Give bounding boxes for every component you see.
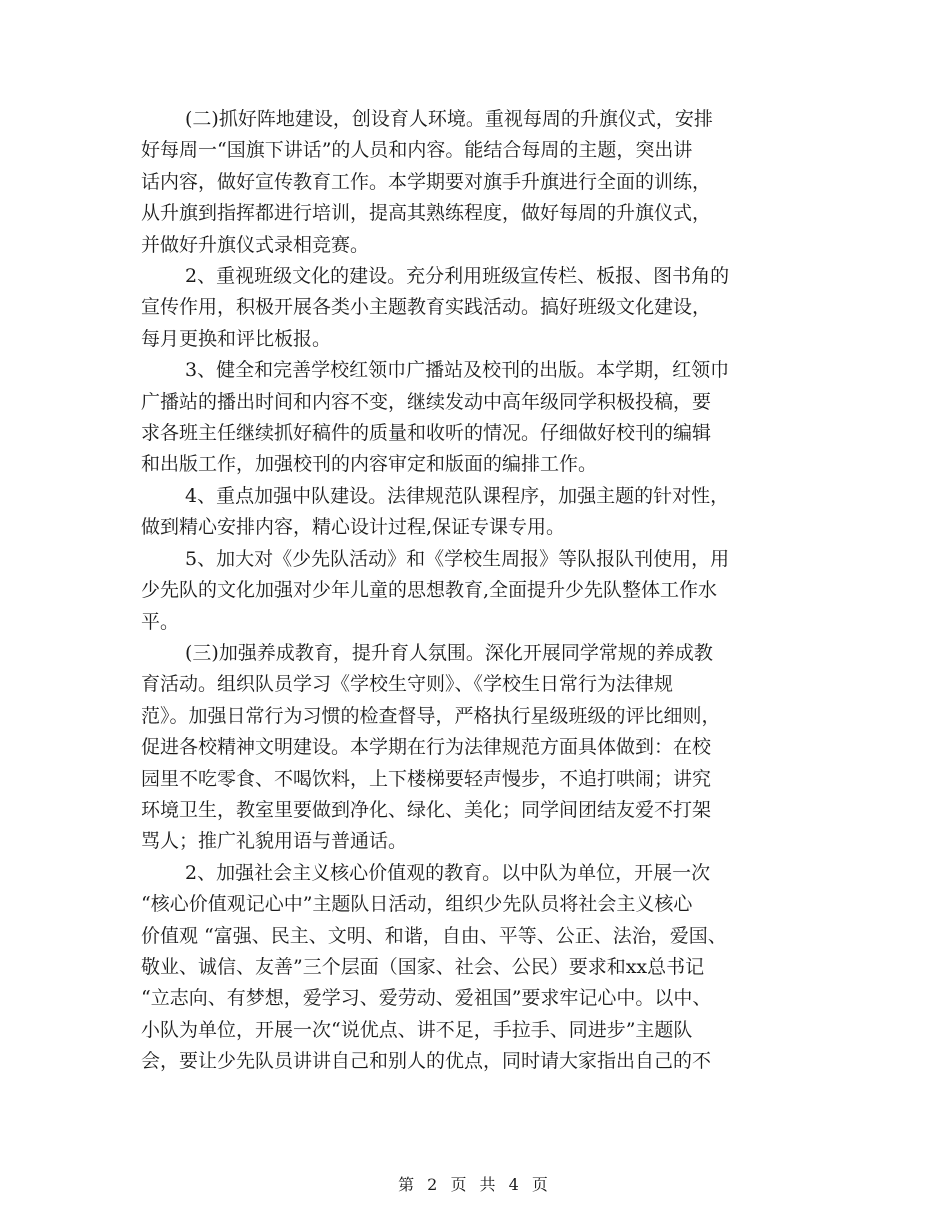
paragraph-line: 园里不吃零食、不喝饮料，上下楼梯要轻声慢步，不追打哄闹；讲究 — [141, 767, 712, 790]
paragraph-3 — [141, 355, 809, 481]
paragraph-5 — [141, 544, 809, 638]
paragraph-line: 促进各校精神文明建设。本学期在行为法律规范方面具体做到：在校 — [141, 736, 712, 759]
paragraph-line: “核心价值观记心中”主题队日活动，组织少先队员将社会主义核心 — [141, 893, 693, 916]
paragraph-line: 好每周一“国旗下讲话”的人员和内容。能结合每周的主题，突出讲 — [141, 139, 693, 162]
paragraph-line: 广播站的播出时间和内容不变，继续发动中高年级同学积极投稿，要 — [141, 390, 712, 413]
paragraph-line: 骂人；推广礼貌用语与普通话。 — [141, 830, 408, 853]
paragraph-4 — [141, 481, 809, 544]
paragraph-line: 敬业、诚信、友善”三个层面（国家、社会、公民）要求和xx总书记 — [141, 955, 705, 978]
paragraph-line: 4、重点加强中队建设。法律规范队课程序，加强主题的针对性， — [185, 484, 730, 507]
paragraph-line: 做到精心安排内容，精心设计过程,保证专课专用。 — [141, 516, 566, 539]
paragraph-line: 宣传作用，积极开展各类小主题教育实践活动。搞好班级文化建设， — [141, 296, 712, 319]
paragraph-1 — [141, 104, 809, 261]
paragraph-line: 育活动。组织队员学习《学校生守则》、《学校生日常行为法律规 — [141, 673, 674, 696]
paragraph-line: 2、加强社会主义核心价值观的教育。以中队为单位，开展一次 — [185, 861, 711, 884]
paragraph-line: 价值观 “富强、民主、文明、和谐，自由、平等、公正、法治，爱国、 — [141, 924, 727, 947]
paragraph-line: 平。 — [141, 610, 180, 633]
paragraph-line: 从升旗到指挥都进行培训，提高其熟练程度，做好每周的升旗仪式， — [141, 202, 712, 225]
paragraph-line: 并做好升旗仪式录相竞赛。 — [141, 233, 370, 256]
paragraph-line: 小队为单位，开展一次“说优点、讲不足，手拉手、同进步”主题队 — [141, 1018, 693, 1041]
paragraph-line: 环境卫生，教室里要做到净化、绿化、美化；同学间团结友爱不打架 — [141, 798, 712, 821]
paragraph-line: (三)加强养成教育，提升育人氛围。深化开展同学常规的养成教 — [185, 641, 713, 664]
paragraph-2 — [141, 261, 809, 355]
document-body — [141, 104, 809, 1078]
paragraph-line: 话内容，做好宣传教育工作。本学期要对旗手升旗进行全面的训练， — [141, 170, 712, 193]
paragraph-line: 2、重视班级文化的建设。充分利用班级宣传栏、板报、图书角的 — [185, 265, 730, 288]
page-number-footer: 第 2 页 共 4 页 — [398, 1175, 552, 1194]
paragraph-line: 和出版工作，加强校刊的内容审定和版面的编排工作。 — [141, 453, 598, 476]
paragraph-line: 求各班主任继续抓好稿件的质量和收听的情况。仔细做好校刊的编辑 — [141, 422, 712, 445]
paragraph-line: 会，要让少先队员讲讲自己和别人的优点，同时请大家指出自己的不 — [141, 1050, 712, 1073]
paragraph-7 — [141, 858, 809, 1078]
paragraph-6 — [141, 638, 809, 858]
paragraph-line: 3、健全和完善学校红领巾广播站及校刊的出版。本学期，红领巾 — [185, 359, 730, 382]
paragraph-line: 5、加大对《少先队活动》和《学校生周报》等队报队刊使用，用 — [185, 547, 730, 570]
paragraph-line: 少先队的文化加强对少年儿童的思想教育,全面提升少先队整体工作水 — [141, 579, 718, 602]
paragraph-line: 范》。加强日常行为习惯的检查督导，严格执行星级班级的评比细则， — [141, 704, 721, 727]
paragraph-line: (二)抓好阵地建设，创设育人环境。重视每周的升旗仪式，安排 — [185, 108, 713, 130]
paragraph-line: “立志向、有梦想，爱学习、爱劳动、爱祖国”要求牢记心中。以中、 — [141, 987, 712, 1010]
paragraph-line: 每月更换和评比板报。 — [141, 327, 332, 350]
